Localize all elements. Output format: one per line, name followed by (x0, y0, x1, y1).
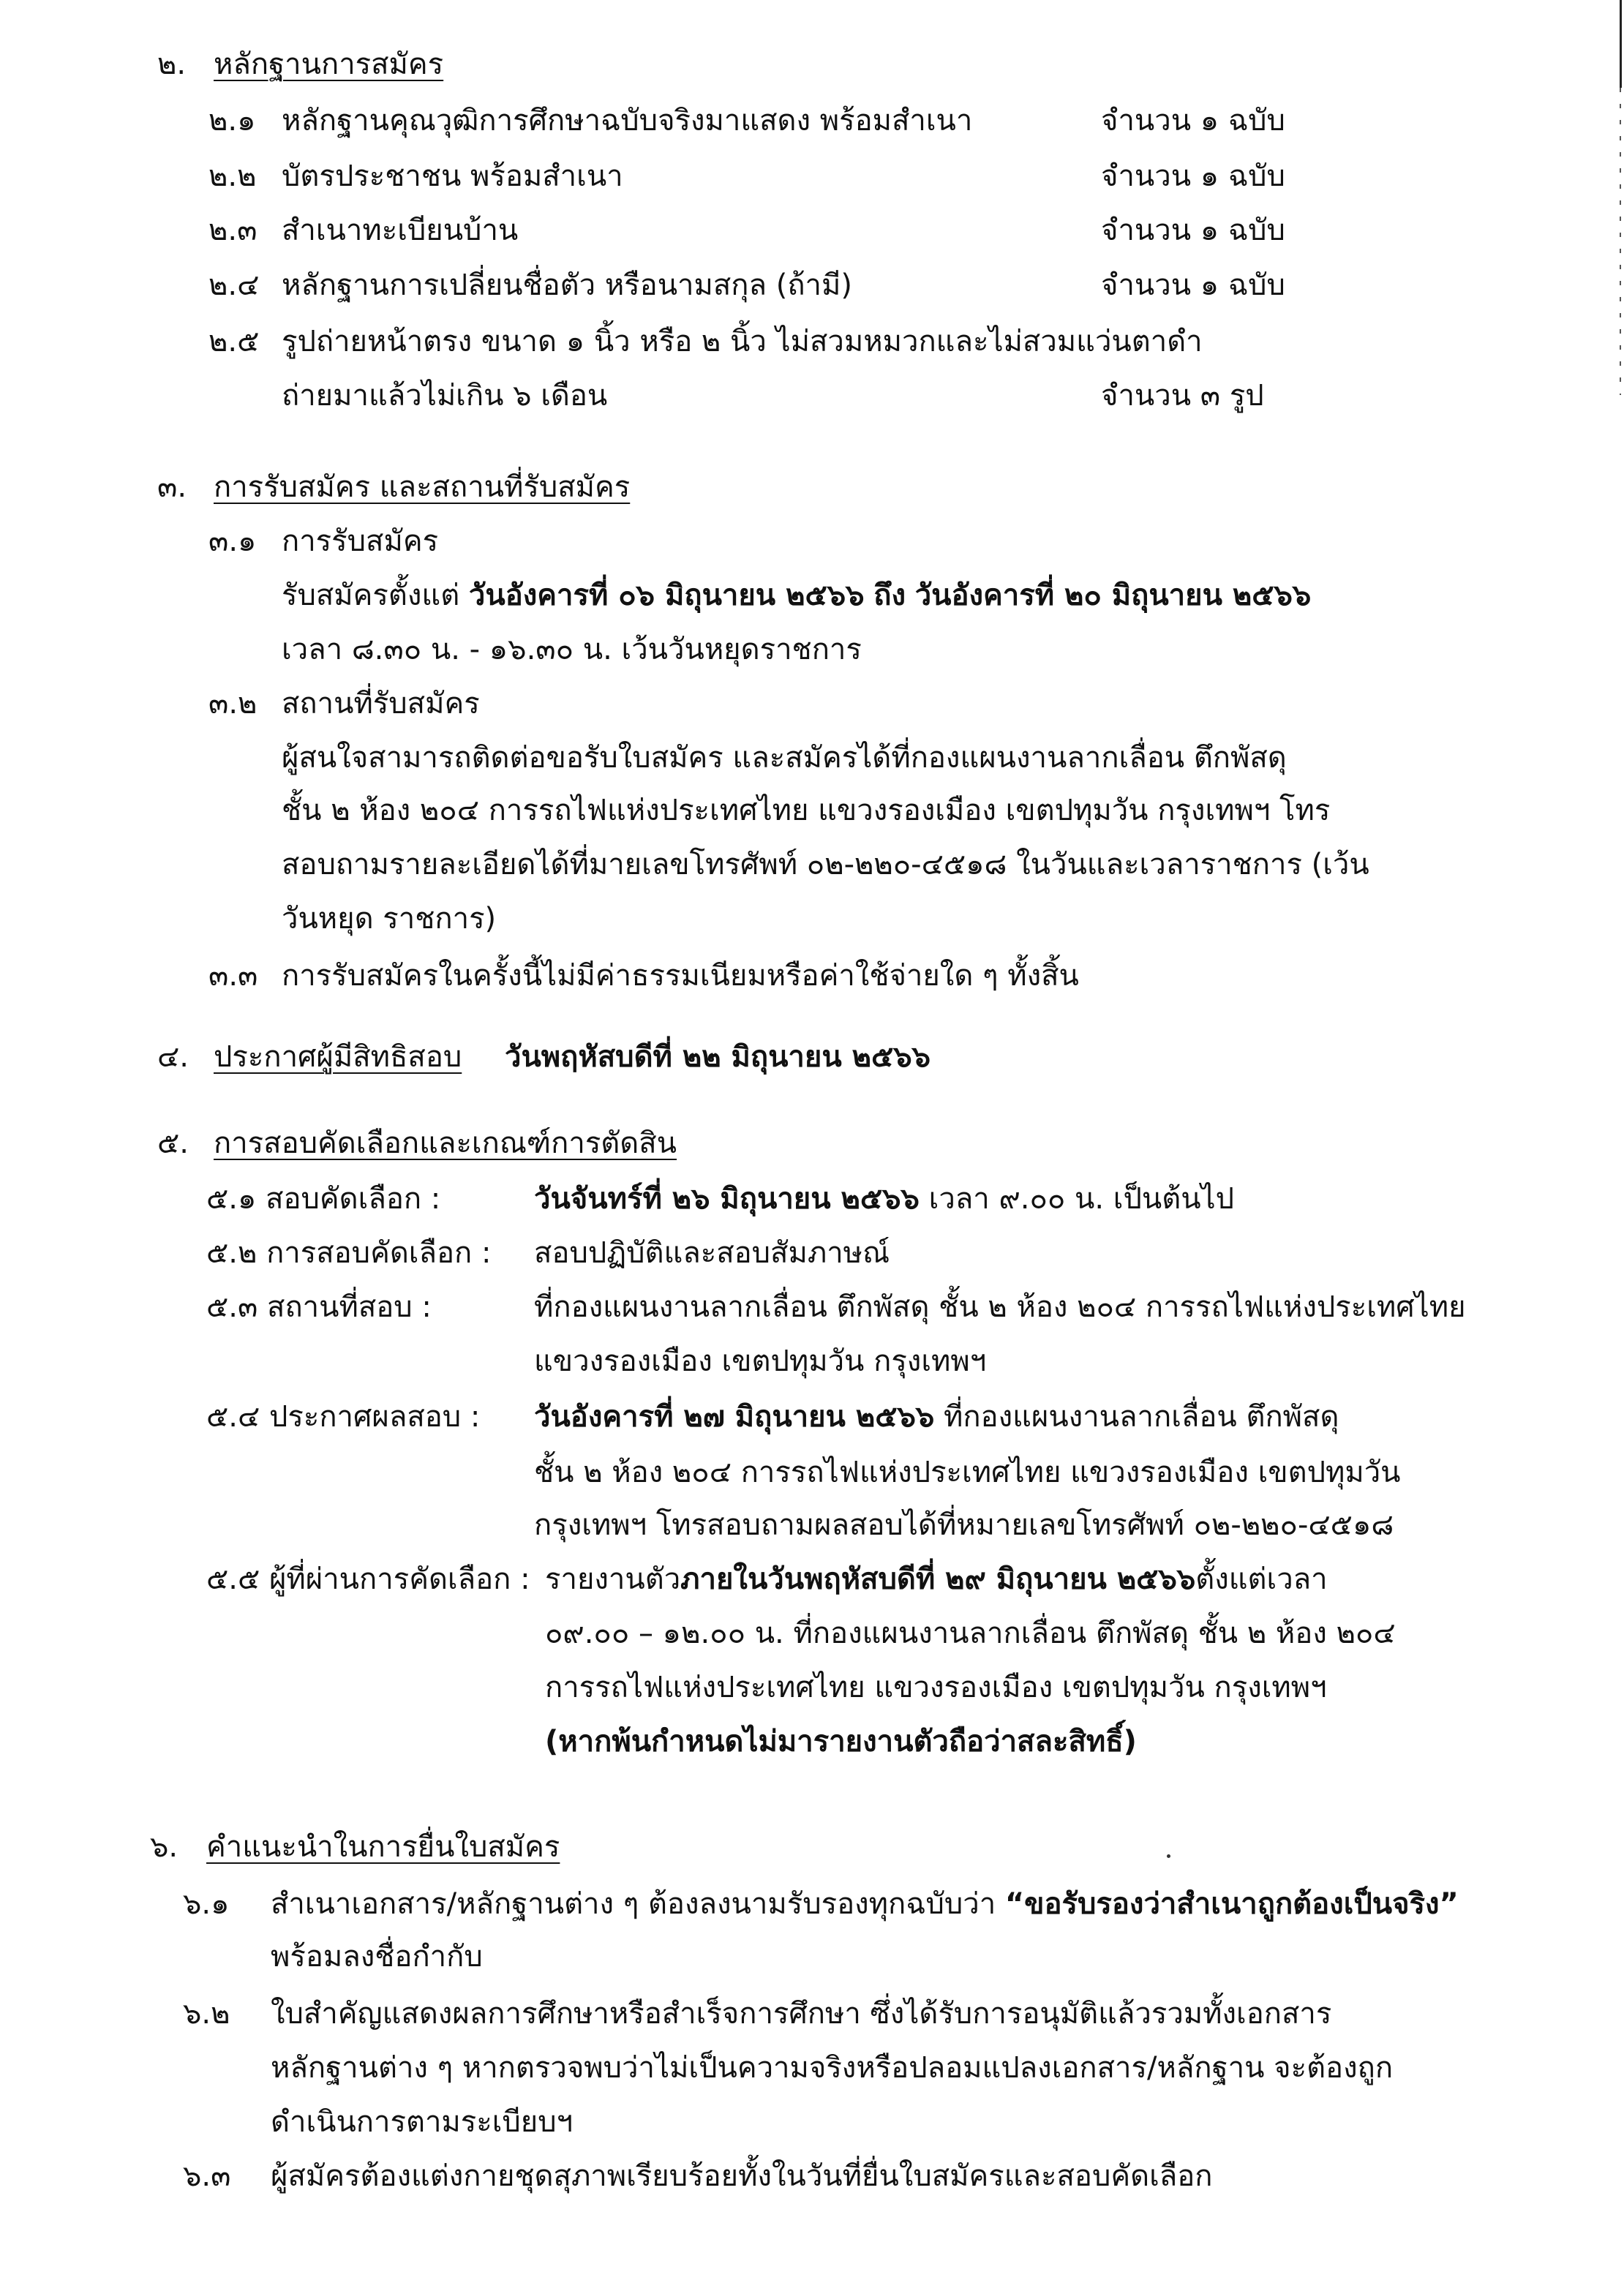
announcement-date: วันพฤหัสบดีที่ ๒๒ มิถุนายน ๒๕๖๖ (505, 1040, 931, 1074)
item-text (271, 1882, 1459, 1926)
section-number: ๓. (157, 470, 187, 504)
report-prefix: รายงานตัว (545, 1562, 681, 1596)
result-date: วันอังคารที่ ๒๗ มิถุนายน ๒๕๖๖ (534, 1400, 935, 1434)
result-place: ที่กองแผนงานลากเลื่อน ตึกพัสดุ (943, 1400, 1339, 1434)
report-time-prefix: ตั้งแต่เวลา (1195, 1562, 1328, 1596)
item-value: ๐๙.๐๐ – ๑๒.๐๐ น. ที่กองแผนงานลากเลื่อน ตึกพัสดุ ชั้น ๒ ห้อง ๒๐๔ (545, 1617, 1396, 1650)
period-start-date: วันอังคารที่ ๐๖ มิถุนายน ๒๕๖๖ (468, 579, 865, 612)
item-quantity: จำนวน ๑ ฉบับ (1101, 268, 1285, 302)
application-period (282, 573, 1311, 617)
section-title: ประกาศผู้มีสิทธิสอบ (214, 1040, 462, 1074)
paragraph-line: สอบถามรายละเอียดได้ที่มายเลขโทรศัพท์ ๐๒-๒๒๐-๔๕๑๘ ในวันและเวลาราชการ (เว้น (282, 848, 1369, 881)
item-number: ๓.๒ (208, 687, 257, 721)
section-title: การสอบคัดเลือกและเกณฑ์การตัดสิน (214, 1126, 677, 1160)
section-number: ๒. (157, 48, 187, 81)
section-title: คำแนะนำในการยื่นใบสมัคร (206, 1830, 560, 1864)
item-quantity: จำนวน ๑ ฉบับ (1101, 104, 1285, 138)
item-number: ๖.๓ (183, 2159, 231, 2193)
item-text: การรับสมัครในครั้งนี้ไม่มีค่าธรรมเนียมหรือค่าใช้จ่ายใด ๆ ทั้งสิ้น (282, 959, 1079, 993)
item-text-continued: พร้อมลงชื่อกำกับ (271, 1940, 483, 1974)
item-value: สอบปฏิบัติและสอบสัมภาษณ์ (534, 1236, 890, 1270)
item-number: ๒.๕ (208, 325, 260, 358)
item-text: หลักฐานการเปลี่ยนชื่อตัว หรือนามสกุล (ถ้ามี) (282, 268, 852, 302)
forfeit-note: (หากพ้นกำหนดไม่มารายงานตัวถือว่าสละสิทธิ์) (545, 1725, 1137, 1758)
scan-edge-dashes (1620, 88, 1621, 395)
scan-speck (1167, 1854, 1170, 1858)
item-number: ๖.๑ (183, 1887, 230, 1921)
item-number: ๖.๒ (183, 1997, 230, 2031)
item-title: สถานที่รับสมัคร (282, 687, 480, 721)
item-number: ๒.๔ (208, 268, 260, 302)
item-value: การรถไฟแห่งประเทศไทย แขวงรองเมือง เขตปทุมวัน กรุงเทพฯ (545, 1671, 1327, 1704)
item-label: ๕.๑ สอบคัดเลือก : (206, 1182, 441, 1216)
item-number: ๓.๑ (208, 524, 257, 558)
item-label: ๕.๕ ผู้ที่ผ่านการคัดเลือก : (206, 1562, 530, 1596)
item-value (534, 1395, 1339, 1439)
item-number: ๓.๓ (208, 959, 258, 993)
item-number: ๒.๑ (208, 104, 256, 138)
item-text-continued: ดำเนินการตามระเบียบฯ (271, 2105, 574, 2139)
paragraph-line: วันหยุด ราชการ) (282, 902, 497, 936)
item-value: กรุงเทพฯ โทรสอบถามผลสอบได้ที่หมายเลขโทรศัพท์ ๐๒-๒๒๐-๔๕๑๘ (534, 1508, 1394, 1542)
item-number: ๒.๒ (208, 159, 257, 193)
item-value (545, 1557, 1328, 1601)
item-value: ชั้น ๒ ห้อง ๒๐๔ การรถไฟแห่งประเทศไทย แขวงรองเมือง เขตปทุมวัน (534, 1456, 1401, 1489)
exam-time: เวลา ๙.๐๐ น. เป็นต้นไป (928, 1182, 1235, 1216)
item-title: การรับสมัคร (282, 524, 439, 558)
item-text: บัตรประชาชน พร้อมสำเนา (282, 159, 623, 193)
item-text: หลักฐานคุณวุฒิการศึกษาฉบับจริงมาแสดง พร้อมสำเนา (282, 104, 973, 138)
item-value: แขวงรองเมือง เขตปทุมวัน กรุงเทพฯ (534, 1344, 987, 1378)
item-text: ผู้สมัครต้องแต่งกายชุดสุภาพเรียบร้อยทั้งในวันที่ยื่นใบสมัครและสอบคัดเลือก (271, 2159, 1213, 2193)
item-quantity: จำนวน ๑ ฉบับ (1101, 159, 1285, 193)
period-to: ถึง (873, 579, 906, 612)
item-label: ๕.๓ สถานที่สอบ : (206, 1290, 432, 1324)
item-quantity: จำนวน ๓ รูป (1101, 379, 1264, 413)
paragraph-line: ชั้น ๒ ห้อง ๒๐๔ การรถไฟแห่งประเทศไทย แขวงรองเมือง เขตปทุมวัน กรุงเทพฯ โทร (282, 794, 1331, 827)
item-text-continued: ถ่ายมาแล้วไม่เกิน ๖ เดือน (282, 379, 608, 413)
application-hours: เวลา ๘.๓๐ น. - ๑๖.๓๐ น. เว้นวันหยุดราชการ (282, 633, 862, 666)
section-title: การรับสมัคร และสถานที่รับสมัคร (214, 470, 631, 504)
item-text: ใบสำคัญแสดงผลการศึกษาหรือสำเร็จการศึกษา ซึ่งได้รับการอนุมัติแล้วรวมทั้งเอกสาร (271, 1997, 1332, 2031)
item-text: รูปถ่ายหน้าตรง ขนาด ๑ นิ้ว หรือ ๒ นิ้ว ไม่สวมหมวกและไม่สวมแว่นตาดำ (282, 325, 1203, 358)
period-end-date: วันอังคารที่ ๒๐ มิถุนายน ๒๕๖๖ (914, 579, 1312, 612)
certify-instruction: สำเนาเอกสาร/หลักฐานต่าง ๆ ต้องลงนามรับรองทุกฉบับว่า (271, 1887, 996, 1921)
item-label: ๕.๒ การสอบคัดเลือก : (206, 1236, 492, 1270)
item-label: ๕.๔ ประกาศผลสอบ : (206, 1400, 481, 1434)
item-text: สำเนาทะเบียนบ้าน (282, 214, 519, 247)
section-title: หลักฐานการสมัคร (214, 48, 444, 81)
period-prefix: รับสมัครตั้งแต่ (282, 579, 460, 612)
scan-edge-line (1620, 0, 1622, 88)
report-date: ภายในวันพฤหัสบดีที่ ๒๙ มิถุนายน ๒๕๖๖ (680, 1562, 1196, 1596)
section-number: ๖. (150, 1830, 178, 1864)
certify-phrase: “ขอรับรองว่าสำเนาถูกต้องเป็นจริง” (1004, 1887, 1459, 1921)
paragraph-line: ผู้สนใจสามารถติดต่อขอรับใบสมัคร และสมัครได้ที่กองแผนงานลากเลื่อน ตึกพัสดุ (282, 741, 1287, 775)
item-value (534, 1177, 1234, 1221)
section-number: ๕. (157, 1126, 189, 1160)
item-quantity: จำนวน ๑ ฉบับ (1101, 214, 1285, 247)
item-text-continued: หลักฐานต่าง ๆ หากตรวจพบว่าไม่เป็นความจริงหรือปลอมแปลงเอกสาร/หลักฐาน จะต้องถูก (271, 2051, 1394, 2085)
item-value: ที่กองแผนงานลากเลื่อน ตึกพัสดุ ชั้น ๒ ห้อง ๒๐๔ การรถไฟแห่งประเทศไทย (534, 1290, 1466, 1324)
exam-date: วันจันทร์ที่ ๒๖ มิถุนายน ๒๕๖๖ (534, 1182, 920, 1216)
item-number: ๒.๓ (208, 214, 257, 247)
section-number: ๔. (157, 1040, 189, 1074)
